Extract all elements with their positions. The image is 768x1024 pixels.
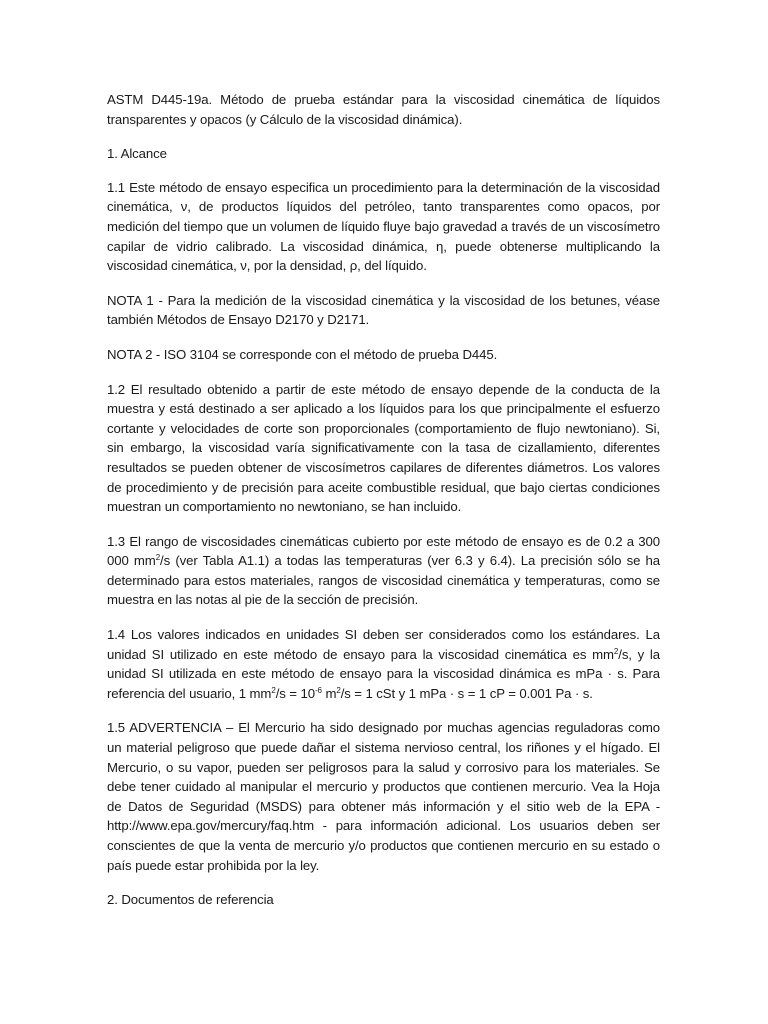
document-page [107, 90, 660, 925]
p13-sup: 2 [155, 553, 161, 563]
p13-text-a: 1.3 El rango de viscosidades cinemáticas cubierto por este método de ensayo es de 0.2 a 300 000 mm [107, 533, 660, 569]
p14-text-b: /s, y la unidad SI utilizada en este método de ensayo para la viscosidad dinámica es mPa · s. Para referencia del usuario, 1 mm [107, 646, 660, 701]
p14-sup-1: 2 [613, 646, 619, 656]
p14-text-c: /s = 10 [275, 685, 315, 701]
p14-text-a: 1.4 Los valores indicados en unidades SI deben ser considerados como los estándares. La unidad SI utilizado en este método de ensayo para la viscosidad cinemática es mm [107, 627, 660, 662]
paragraph-1-5: 1.5 ADVERTENCIA – El Mercurio ha sido designado por muchas agencias reguladoras como un material peligroso que puede dañar el sistema nervioso central, los riñones y el hígado. El Mercurio, o su vapor, pueden ser peligrosos para la salud y corrosivo para los materiales. Se debe tener cuidado al manipular el mercurio y productos que contienen mercurio. Vea la Hoja de Datos de Seguridad (MSDS) para obtener más información y el sitio web de la EPA - http://www.epa.gov/mercury/faq.htm - para información adicional. Los usuarios deben ser conscientes de que la venta de mercurio y/o productos que contienen mercurio en su estado o país puede estar prohibida por la ley. [107, 720, 660, 873]
paragraph-1-3 [107, 532, 660, 610]
nota-2: NOTA 2 - ISO 3104 se corresponde con el método de prueba D445. [107, 346, 498, 362]
paragraph-1-4 [107, 625, 660, 703]
paragraph-1-2: 1.2 El resultado obtenido a partir de este método de ensayo depende de la conducta de la muestra y está destinado a ser aplicado a los líquidos para los que principalmente el esfuerzo cortante y velocidades de corte son proporcionales (comportamiento de flujo newtoniano). Si, sin embargo, la viscosidad varía significativamente con la tasa de cizallamiento, diferentes resultados se pueden obtener de viscosímetros capilares de diferentes diámetros. Los valores de procedimiento y de precisión para aceite combustible residual, que bajo ciertas condiciones muestran un comportamiento no newtoniano, se han incluido. [107, 381, 660, 515]
p13-text-b: /s (ver Tabla A1.1) a todas las temperaturas (ver 6.3 y 6.4). La precisión sólo se ha determinado para estos materiales, rangos de viscosidad cinemática y temperaturas, como se muestra en las notas al pie de la sección de precisión. [107, 553, 660, 608]
p14-sup-2: 2 [271, 685, 276, 695]
p14-sup-3: -6 [314, 685, 322, 695]
nota-1: NOTA 1 - Para la medición de la viscosidad cinemática y la viscosidad de los betunes, véase también Métodos de Ensayo D2170 y D2171. [107, 292, 660, 328]
p14-text-e: /s = 1 cSt y 1 mPa · s = 1 cP = 0.001 Pa · s. [340, 685, 593, 701]
paragraph-1-1: 1.1 Este método de ensayo especifica un procedimiento para la determinación de la viscosidad cinemática, ν, de productos líquidos del petróleo, tanto transparentes como opacos, por medición del tiempo que un volumen de líquido fluye bajo gravedad a través de un viscosímetro capilar de vidrio calibrado. La viscosidad dinámica, η, puede obtenerse multiplicando la viscosidad cinemática, ν, por la densidad, ρ, del líquido. [107, 179, 660, 274]
p14-sup-4: 2 [336, 685, 341, 695]
p14-text-d: m [321, 685, 337, 701]
section-heading-documentos: 2. Documentos de referencia [107, 892, 274, 908]
document-title: ASTM D445-19a. Método de prueba estándar para la viscosidad cinemática de líquidos transparentes y opacos (y Cálculo de la viscosidad dinámica). [107, 92, 660, 127]
section-heading-alcance: 1. Alcance [107, 146, 167, 162]
